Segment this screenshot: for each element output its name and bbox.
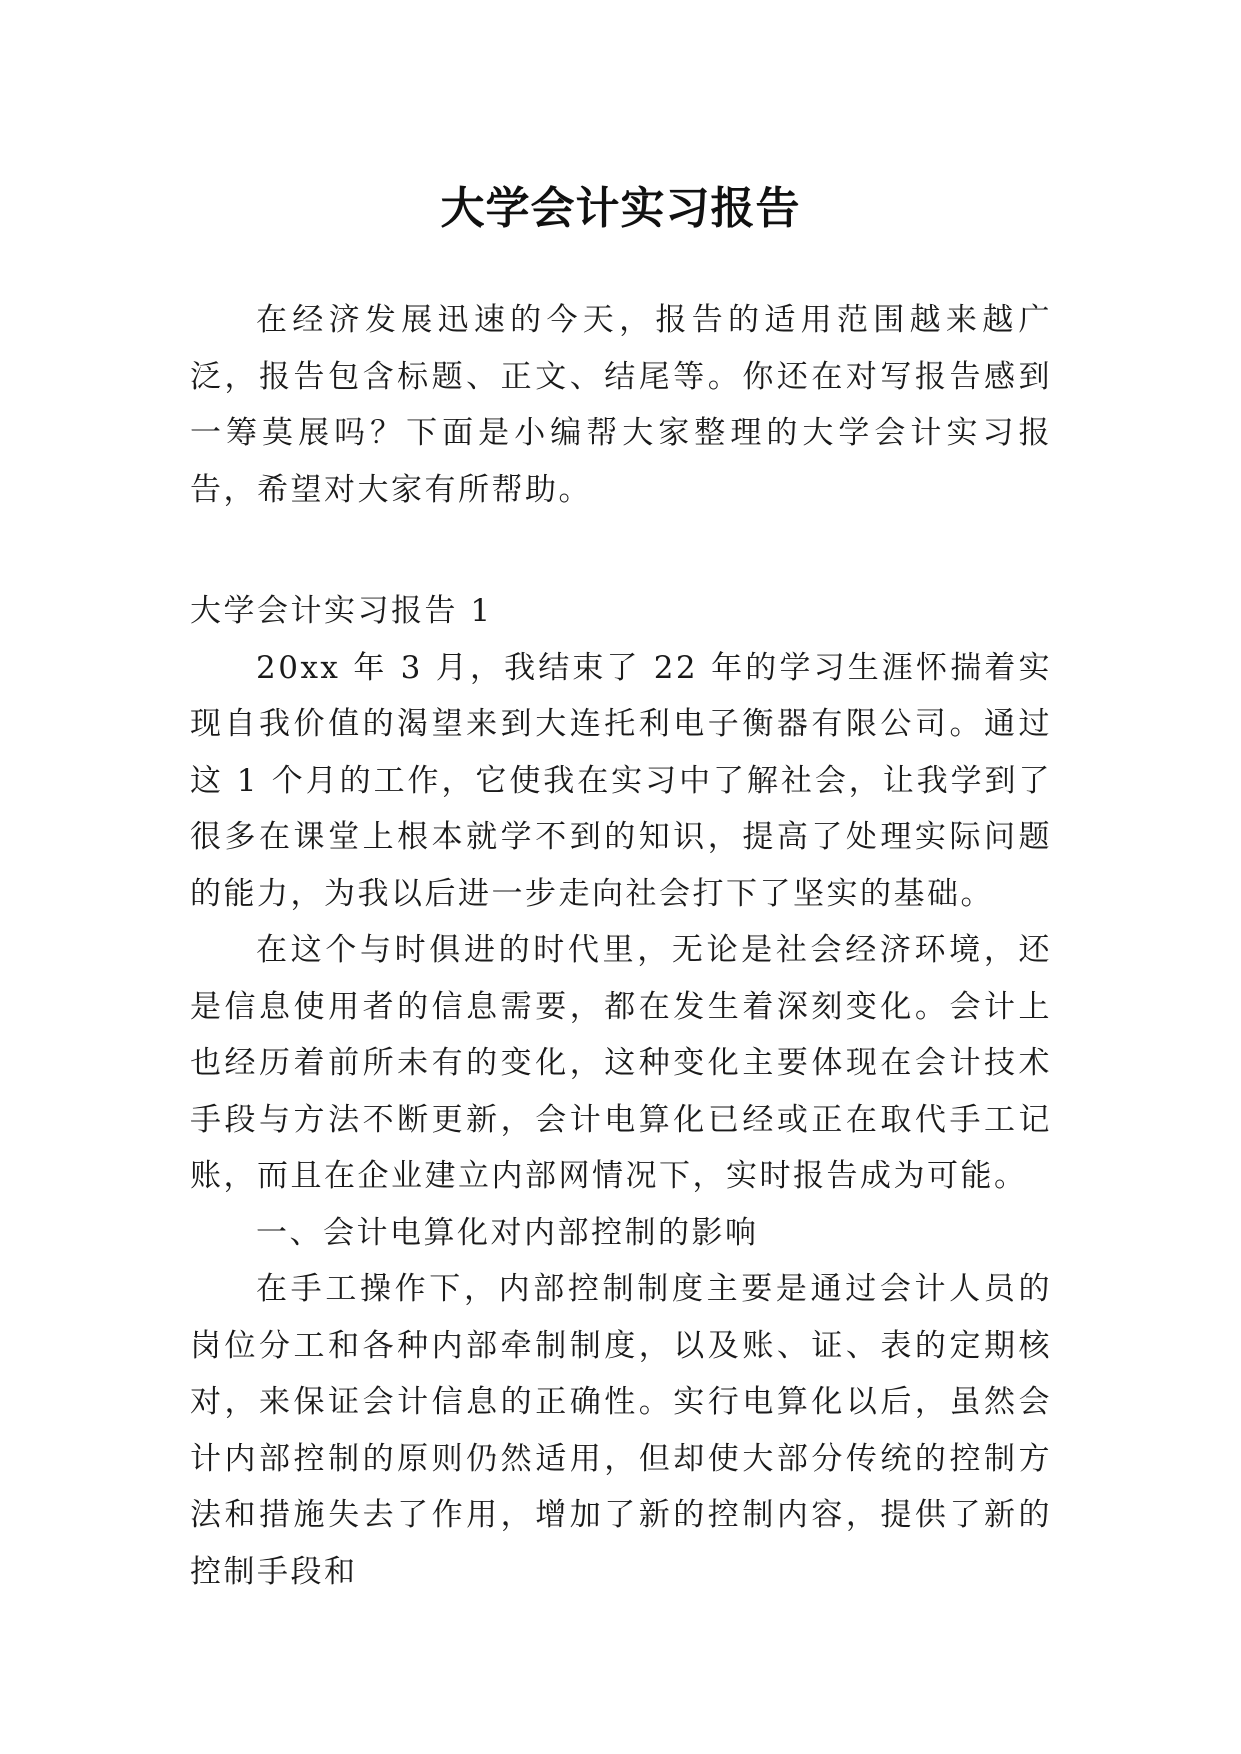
body-paragraph: 在这个与时俱进的时代里，无论是社会经济环境，还是信息使用者的信息需要，都在发生着深刻变化。会计上也经历着前所未有的变化，这种变化主要体现在会计技术手段与方法不断更新，会计电算化已经或正在取代手工记账，而且在企业建立内部网情况下，实时报告成为可能。 (190, 932, 1052, 1194)
intro-block (190, 292, 1052, 518)
body-paragraph: 20xx 年 3 月，我结束了 22 年的学习生涯怀揣着实现自我价值的渴望来到大连托利电子衡器有限公司。通过这 1 个月的工作，它使我在实习中了解社会，让我学到了很多在课堂上根本就学不到的知识，提高了处理实际问题的能力，为我以后进一步走向社会打下了坚实的基础。 (190, 649, 1052, 912)
intro-paragraph: 在经济发展迅速的今天，报告的适用范围越来越广泛，报告包含标题、正文、结尾等。你还在对写报告感到一筹莫展吗？下面是小编帮大家整理的大学会计实习报告，希望对大家有所帮助。 (190, 302, 1052, 508)
section-1 (190, 583, 1052, 1600)
body-paragraph: 在手工操作下，内部控制制度主要是通过会计人员的岗位分工和各种内部牵制制度，以及账、证、表的定期核对，来保证会计信息的正确性。实行电算化以后，虽然会计内部控制的原则仍然适用，但却使大部分传统的控制方法和措施失去了作用，增加了新的控制内容，提供了新的控制手段和 (190, 1271, 1052, 1590)
section-heading: 大学会计实习报告 1 (190, 593, 493, 629)
subsection-heading: 一、会计电算化对内部控制的影响 (256, 1214, 759, 1251)
document-title: 大学会计实习报告 (440, 183, 801, 235)
